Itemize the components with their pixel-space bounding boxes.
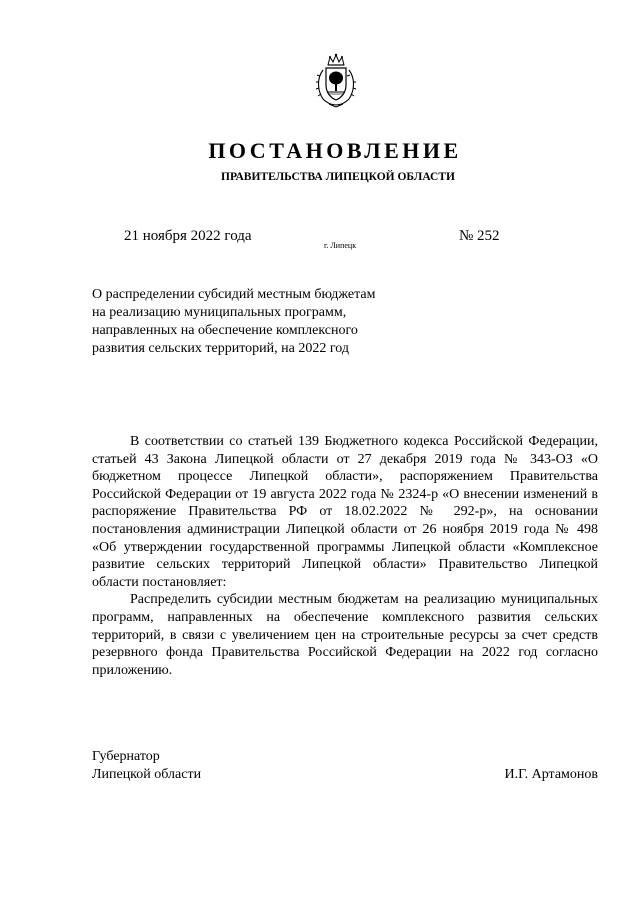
signature-block	[92, 748, 598, 784]
document-date: 21 ноября 2022 года	[124, 228, 252, 244]
body-paragraph-decision: Распределить субсидии местным бюджетам на реализацию муниципальных программ, направленных на обеспечение комплексного развития сельских территорий, в связи с увеличением цен на строительные ресурсы за счет средств резервного фонда Правительства Российской Федерации на 2022 год согласно приложению.	[92, 592, 598, 678]
subject-line: О распределении субсидий местным бюджетам	[92, 287, 376, 302]
signature-position-line2: Липецкой области	[92, 767, 202, 782]
document-subtitle: ПРАВИТЕЛЬСТВА ЛИПЕЦКОЙ ОБЛАСТИ	[221, 171, 455, 183]
document-city: г. Липецк	[324, 241, 357, 250]
signature-name: И.Г. Артамонов	[504, 767, 598, 782]
document-body	[92, 433, 598, 679]
subject-line: развития сельских территорий, на 2022 год	[92, 341, 349, 356]
coat-of-arms-icon	[314, 52, 358, 108]
body-paragraph-preamble: В соответствии со статьей 139 Бюджетного кодекса Российской Федерации, статьей 43 Закона Липецкой области от 27 декабря 2019 года № 343-ОЗ «О бюджетном процессе Липецкой области», распоряжением Правительства Российской Федерации от 19 августа 2022 года № 2324-р «О внесении изменений в распоряжение Правительства РФ от 18.02.2022 № 292-р», на основании постановления администрации Липецкой области от 26 ноября 2019 года № 498 «Об утверждении государственной программы Липецкой области «Комплексное развитие сельских территорий Липецкой области» Правительство Липецкой области постановляет:	[92, 434, 598, 590]
signature-position-line1: Губернатор	[92, 749, 160, 764]
document-subject	[92, 286, 432, 358]
document-title: ПОСТАНОВЛЕНИЕ	[208, 138, 462, 163]
subject-line: на реализацию муниципальных программ,	[92, 305, 347, 320]
document-number: № 252	[459, 228, 500, 244]
subject-line: направленных на обеспечение комплексного	[92, 323, 358, 338]
